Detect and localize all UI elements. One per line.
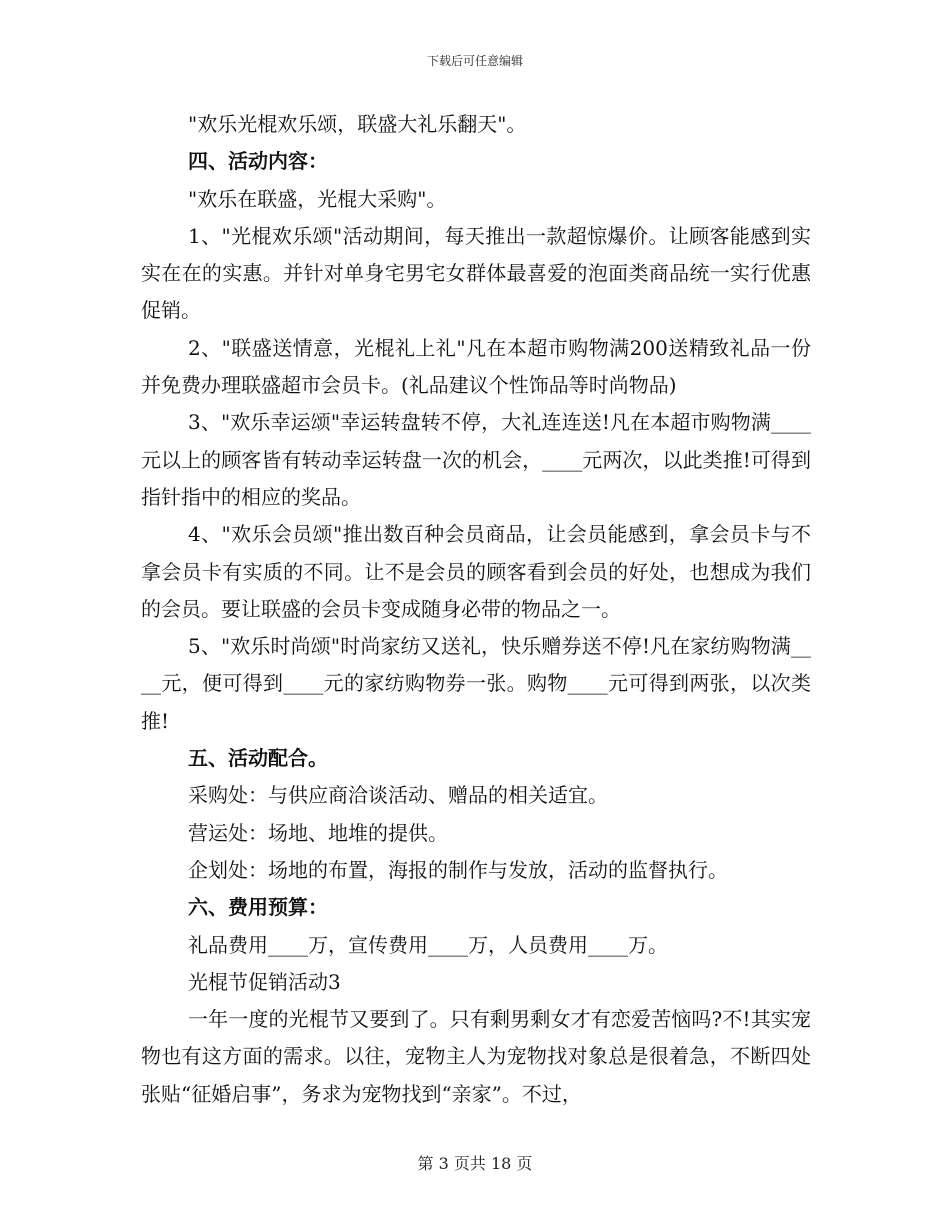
document-body: [141, 106, 811, 1113]
paragraph-operations: 营运处：场地、地堆的提供。: [188, 820, 448, 845]
heading-activity-content: 四、活动内容：: [188, 149, 328, 174]
paragraph-item-4: 4、"欢乐会员颂"推出数百种会员商品，让会员能感到，拿会员卡与不拿会员卡有实质的不同。让不是会员的顾客看到会员的好处，也想成为我们的会员。要让联盛的会员卡变成随身必带的物品之一。: [141, 522, 811, 621]
paragraph-intro: 一年一度的光棍节又要到了。只有剩男剩女才有恋爱苦恼吗?不!其实宠物也有这方面的需求。以往，宠物主人为宠物找对象总是很着急，不断四处张贴“征婚启事”，务求为宠物找到“亲家”。不过，: [141, 1007, 811, 1106]
paragraph-theme: "欢乐在联盛，光棍大采购"。: [188, 186, 447, 211]
page-header: 下载后可任意编辑: [426, 54, 523, 68]
paragraph-item-5: 5、"欢乐时尚颂"时尚家纺又送礼，快乐赠券送不停!凡在家纺购物满____元，便可得到____元的家纺购物券一张。购物____元可得到两张，以次类推!: [141, 634, 811, 733]
heading-activity-coordination: 五、活动配合。: [188, 746, 328, 771]
paragraph-planning: 企划处：场地的布置，海报的制作与发放，活动的监督执行。: [188, 857, 728, 882]
paragraph-item-2: 2、"联盛送情意，光棍礼上礼"凡在本超市购物满200送精致礼品一份并免费办理联盛超市会员卡。(礼品建议个性饰品等时尚物品): [141, 335, 811, 398]
paragraph-purchasing: 采购处：与供应商洽谈活动、赠品的相关适宜。: [188, 783, 608, 808]
paragraph-item-3: 3、"欢乐幸运颂"幸运转盘转不停，大礼连连送!凡在本超市购物满____元以上的顾客皆有转动幸运转盘一次的机会，____元两次，以此类推!可得到指针指中的相应的奖品。: [141, 410, 811, 509]
page-footer: 第 3 页共 18 页: [417, 1154, 533, 1173]
paragraph-slogan: "欢乐光棍欢乐颂，联盛大礼乐翻天"。: [188, 112, 527, 136]
paragraph-item-1: 1、"光棍欢乐颂"活动期间，每天推出一款超惊爆价。让顾客能感到实实在在的实惠。并针对单身宅男宅女群体最喜爱的泡面类商品统一实行优惠促销。: [141, 223, 811, 323]
heading-budget: 六、费用预算：: [188, 895, 328, 920]
section-title-3: 光棍节促销活动3: [188, 969, 341, 994]
paragraph-budget: 礼品费用____万，宣传费用____万，人员费用____万。: [188, 932, 668, 957]
